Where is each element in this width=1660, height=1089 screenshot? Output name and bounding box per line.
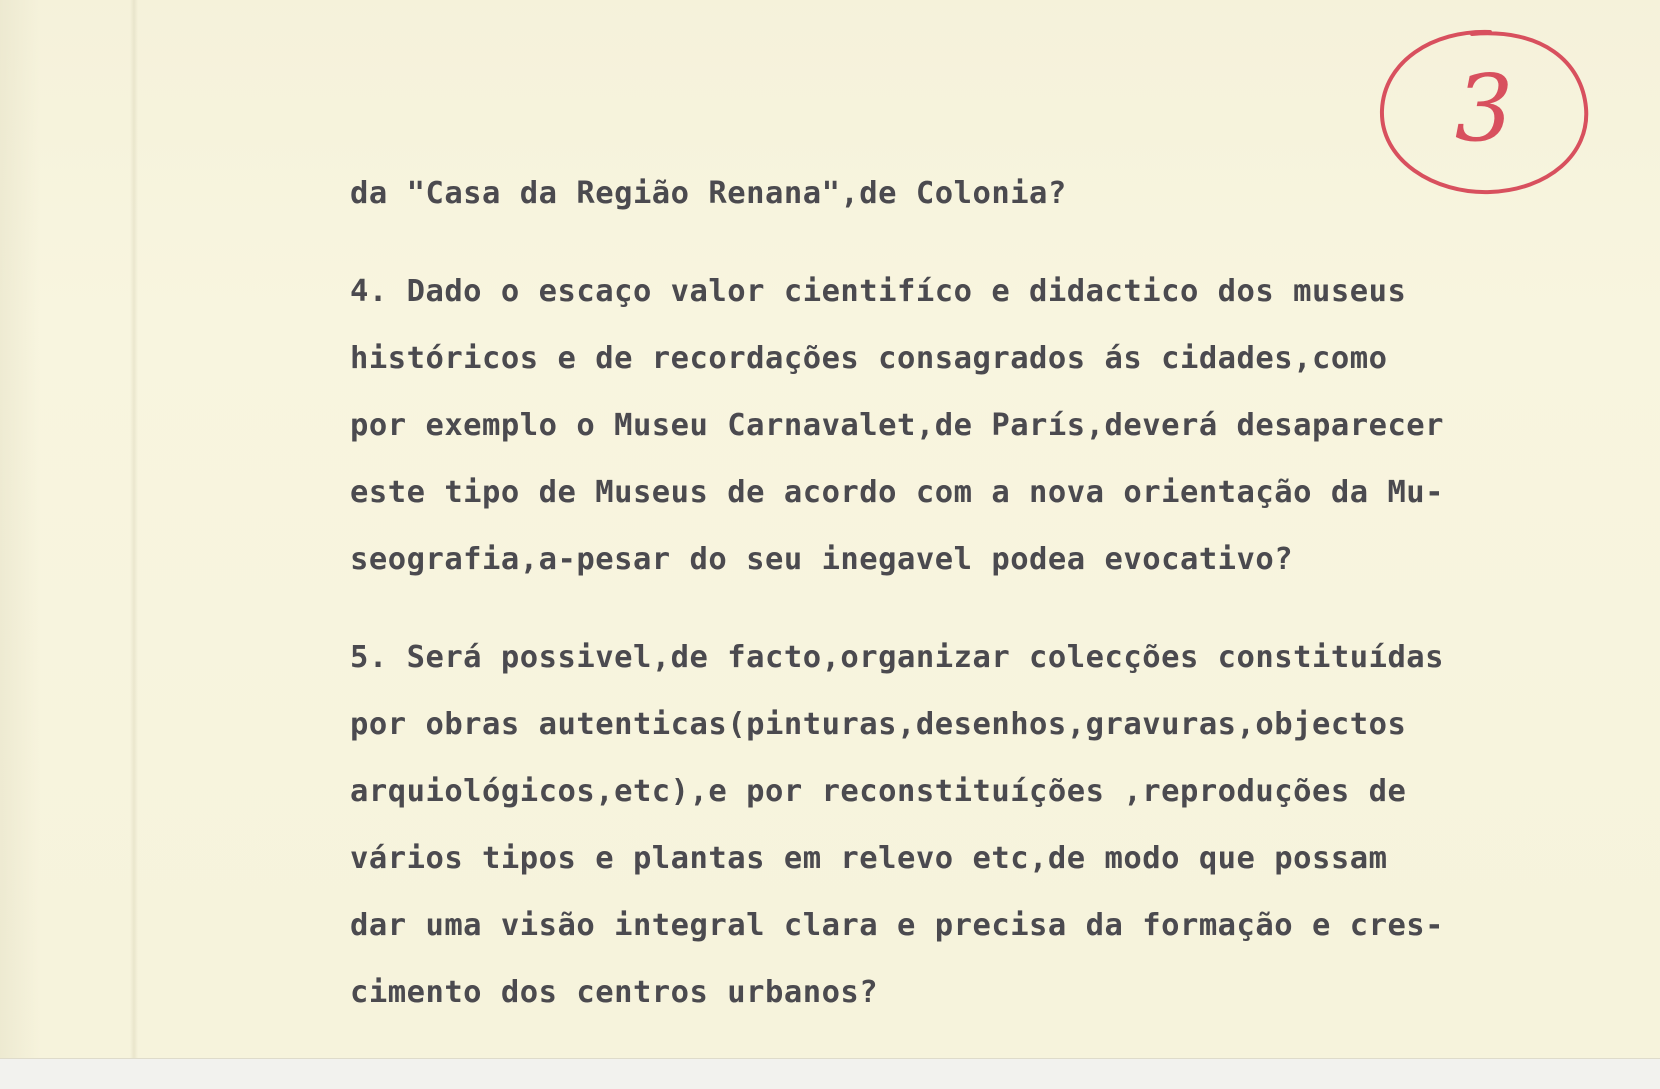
- typed-text: [350, 160, 1530, 1026]
- text-line: por exemplo o Museu Carnavalet,de París,deverá desaparecer: [350, 408, 1445, 443]
- text-line: dar uma visão integral clara e precisa da formação e cres-: [350, 908, 1445, 943]
- text-line: arquiológicos,etc),e por reconstituíções ,reproduções de: [350, 774, 1407, 809]
- paper-fold: [130, 0, 138, 1060]
- text-line: da "Casa da Região Renana",de Colonia?: [350, 176, 1067, 211]
- text-line: cimento dos centros urbanos?: [350, 975, 879, 1010]
- page-number-text: 3: [1454, 55, 1514, 162]
- text-line: históricos e de recordações consagrados ás cidades,como: [350, 341, 1388, 376]
- question-4-line: 4. Dado o escaço valor cientifíco e didactico dos museus: [350, 274, 1407, 309]
- text-line: seografia,a-pesar do seu inegavel podea evocativo?: [350, 542, 1294, 577]
- scan-background: [0, 1058, 1660, 1089]
- question-5-line: 5. Será possivel,de facto,organizar colecções constituídas: [350, 640, 1445, 675]
- text-line: por obras autenticas(pinturas,desenhos,gravuras,objectos: [350, 707, 1407, 742]
- text-line: vários tipos e plantas em relevo etc,de modo que possam: [350, 841, 1388, 876]
- text-line: este tipo de Museus de acordo com a nova orientação da Mu-: [350, 475, 1445, 510]
